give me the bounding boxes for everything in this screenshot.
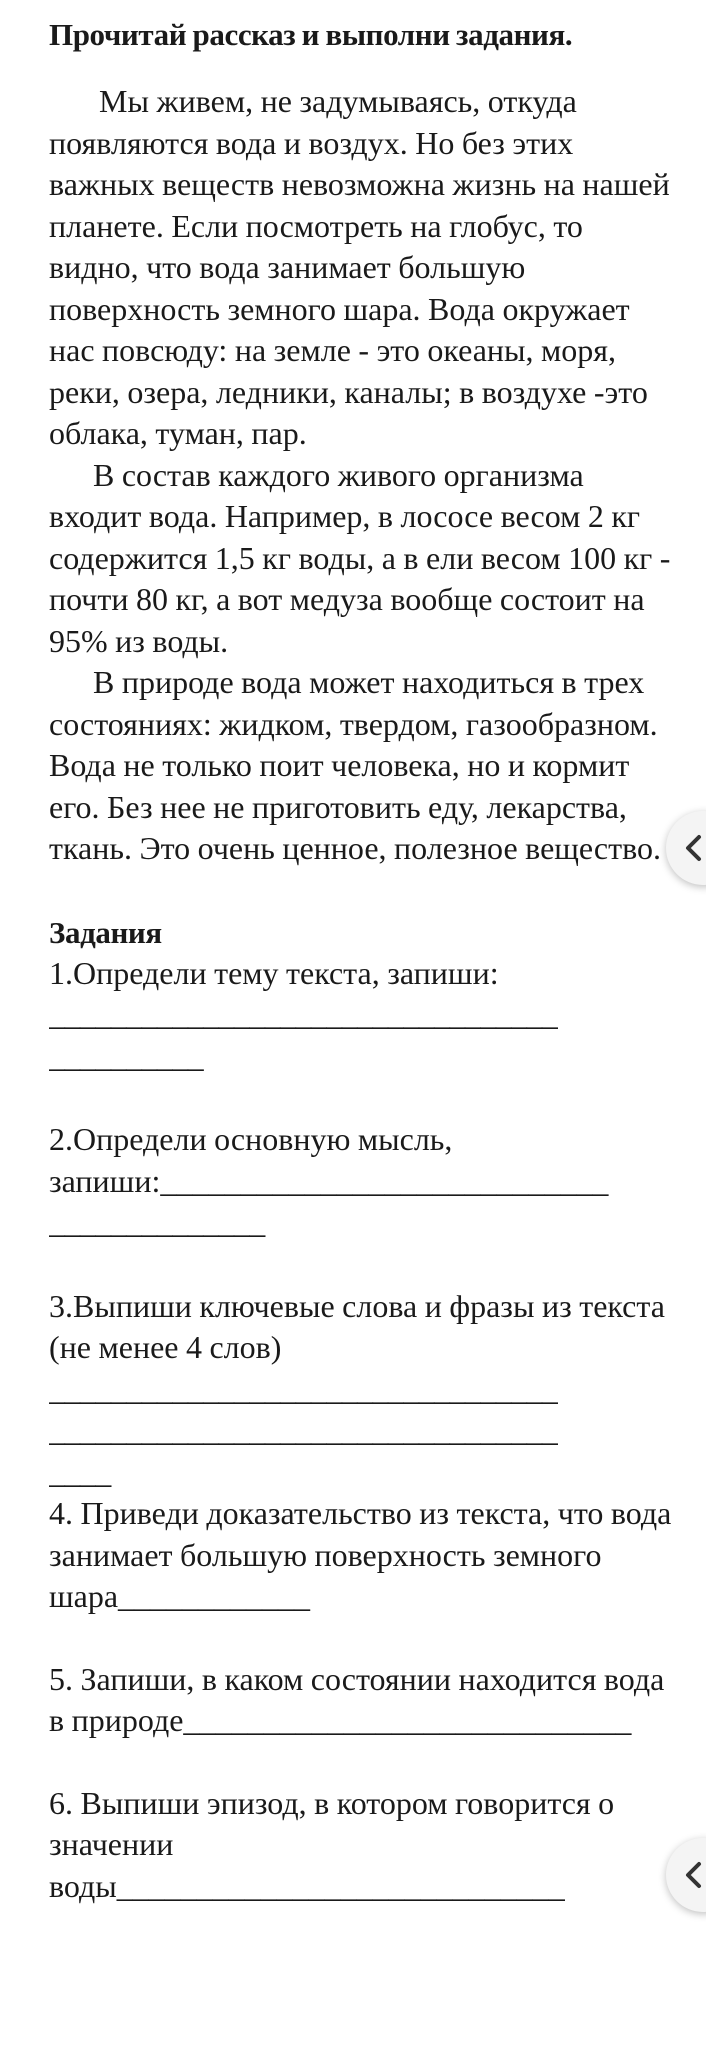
- task-5-text: 5. Запиши, в каком состоянии находится вода в природе____________________________: [49, 1660, 665, 1738]
- story-paragraph-2: В состав каждого живого организма входит вода. Например, в лососе весом 2 кг содержится 1,5 кг воды, а в ели весом 100 кг - почти 80 кг, а вот медуза вообще состоит на 95% из воды.: [49, 456, 671, 659]
- task-3-text: 3.Выпиши ключевые слова и фразы из текста (не менее 4 слов): [49, 1287, 665, 1365]
- chevron-left-icon: [682, 1860, 704, 1890]
- task-2-answer-line-1: ______________: [49, 1204, 265, 1240]
- worksheet-content: [49, 14, 679, 1907]
- task-3: [49, 1286, 679, 1494]
- task-2: [49, 1119, 679, 1244]
- task-4: [49, 1493, 679, 1618]
- story-paragraph-1: Мы живем, не задумываясь, откуда появляются вода и воздух. Но без этих важных веществ невозможна жизнь на нашей планете. Если посмотреть на глобус, то видно, что вода занимает большую поверхность земного шара. Вода окружает нас повсюду: на земле - это океаны, моря, реки, озера, ледники, каналы; в воздухе -это облака, туман, пар.: [49, 83, 670, 451]
- task-6-text: 6. Выпиши эпизод, в котором говорится о значении воды____________________________: [49, 1784, 615, 1904]
- task-1-answer-line-2: __________: [49, 1037, 204, 1074]
- tasks-heading: Задания: [49, 914, 162, 950]
- story-paragraph-3: В природе вода может находиться в трех состояниях: жидком, твердом, газообразном. Вода не только поит человека, но и кормит его. Без нее не приготовить еду, лекарства, ткань. Это очень ценное, полезное вещество.: [49, 664, 661, 866]
- task-3-answer-line-3: ____: [49, 1453, 111, 1490]
- task-6: [49, 1783, 679, 1908]
- task-3-answer-line-2: _________________________________: [49, 1412, 558, 1448]
- worksheet-title: Прочитай рассказ и выполни задания.: [49, 17, 573, 52]
- chevron-left-icon: [682, 833, 704, 863]
- task-4-text: 4. Приведи доказательство из текста, что вода занимает большую поверхность земного шара____________: [49, 1495, 672, 1614]
- task-3-answer-line-1: _________________________________: [49, 1370, 558, 1407]
- task-1-answer-line-1: _________________________________: [49, 996, 558, 1032]
- task-1-text: 1.Определи тему текста, запиши:: [49, 954, 499, 991]
- task-2-text: 2.Определи основную мысль, запиши:____________________________: [49, 1121, 609, 1199]
- task-5: [49, 1659, 679, 1742]
- task-1: [49, 953, 679, 1078]
